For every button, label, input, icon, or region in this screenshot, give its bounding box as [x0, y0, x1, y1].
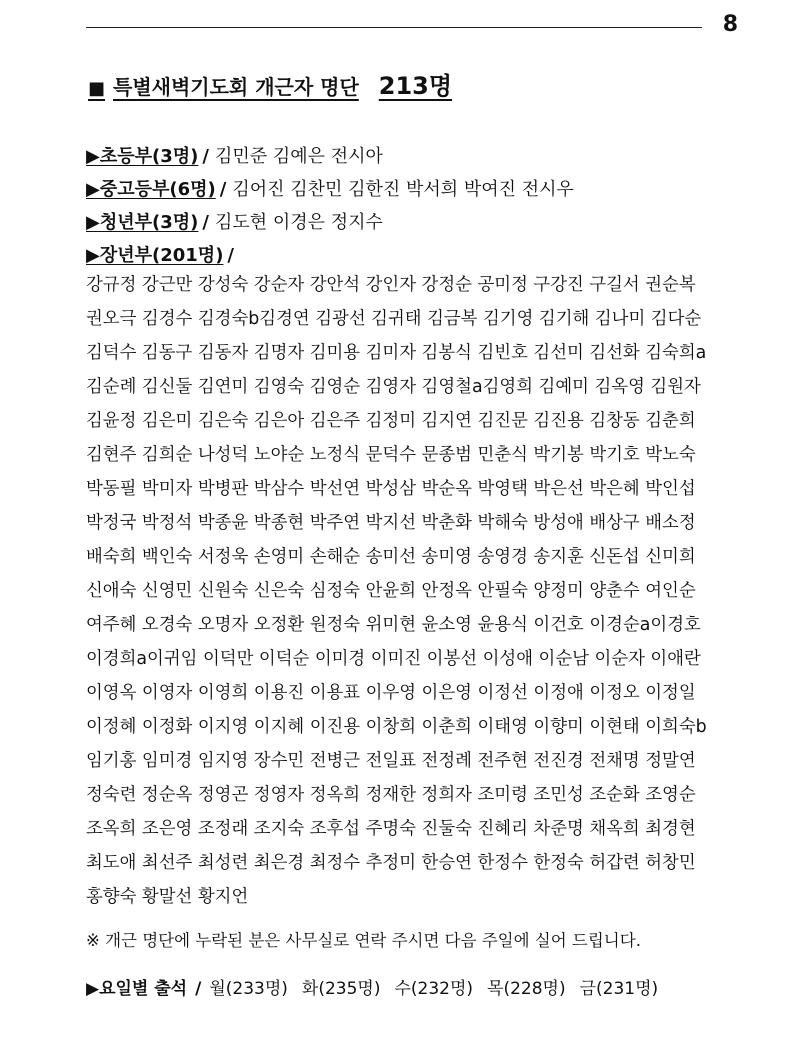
member-line: 이영옥 이영자 이영희 이용진 이용표 이우영 이은영 이정선 이정애 이정오 이정일: [86, 683, 696, 703]
group-separator: /: [219, 179, 227, 200]
group-youth: [86, 208, 383, 234]
group-label: ▶청년부(3명): [86, 212, 199, 233]
member-line: 이경희a이귀임 이덕만 이덕순 이미경 이미진 이봉선 이성애 이순남 이순자 이애란: [86, 649, 701, 669]
attendance-separator: /: [195, 979, 202, 999]
group-label: ▶초등부(3명): [86, 146, 199, 167]
member-line: 김순례 김신둘 김연미 김영숙 김영순 김영자 김영철a김영희 김예미 김옥영 김원자: [86, 377, 701, 397]
attendance-tuesday: 화(235명): [301, 979, 381, 999]
group-separator: /: [202, 146, 209, 167]
group-secondary: [86, 175, 574, 201]
member-line: 임기홍 임미경 임지영 장수민 전병근 전일표 전정례 전주현 전진경 전채명 정말연: [86, 751, 696, 771]
attendance-label: ▶요일별 출석: [86, 979, 188, 999]
attendance-monday: 월(233명): [209, 979, 288, 999]
member-line: 신애숙 신영민 신원숙 신은숙 심정숙 안윤희 안정옥 안필숙 양정미 양춘수 여인순: [86, 581, 696, 601]
omission-note: ※ 개근 명단에 누락된 분은 사무실로 연락 주시면 다음 주일에 실어 드립니다.: [86, 931, 641, 950]
title-text: 특별새벽기도회 개근자 명단: [113, 75, 359, 99]
group-members: 김어진 김찬민 김한진 박서희 박여진 전시우: [232, 179, 574, 200]
group-label: ▶장년부(201명): [86, 245, 224, 266]
attendance-thursday: 목(228명): [487, 979, 566, 999]
member-line: 박정국 박정석 박종윤 박종현 박주연 박지선 박춘화 박해숙 방성애 배상구 배소정: [86, 513, 696, 533]
member-line: 강규정 강근만 강성숙 강순자 강안석 강인자 강정순 공미정 구강진 구길서 권순복: [86, 275, 696, 295]
member-line: 김덕수 김동구 김동자 김명자 김미용 김미자 김봉식 김빈호 김선미 김선화 김숙희a: [86, 343, 707, 363]
member-line: 여주혜 오경숙 오명자 오정환 원정숙 위미현 윤소영 윤용식 이건호 이경순a이경호: [86, 615, 701, 635]
member-line: 김현주 김희순 나성덕 노야순 노정식 문덕수 문종범 민춘식 박기봉 박기호 박노숙: [86, 445, 696, 465]
adult-member-list: [86, 268, 726, 914]
group-adult: [86, 241, 240, 267]
title-count: 213명: [378, 72, 453, 100]
group-elementary: [86, 142, 383, 168]
member-line: 배숙희 백인숙 서정욱 손영미 손해순 송미선 송미영 송영경 송지훈 신돈섭 신미희: [86, 547, 696, 567]
daily-attendance: [86, 974, 672, 999]
attendance-friday: 금(231명): [579, 979, 659, 999]
group-members: 김민준 김예은 전시아: [214, 146, 383, 167]
member-line: 정숙련 정순옥 정영곤 정영자 정옥희 정재한 정희자 조미령 조민성 조순화 조영순: [86, 785, 696, 805]
member-line: 홍향숙 황말선 황지언: [86, 887, 249, 907]
group-members: 김도현 이경은 정지수: [214, 212, 383, 233]
group-separator: /: [227, 245, 234, 266]
member-line: 권오극 김경수 김경숙b김경연 김광선 김귀태 김금복 김기영 김기해 김나미 김다순: [86, 309, 702, 329]
group-separator: /: [202, 212, 209, 233]
page-number: 8: [722, 12, 738, 37]
member-line: 김윤정 김은미 김은숙 김은아 김은주 김정미 김지연 김진문 김진용 김창동 김춘희: [86, 411, 696, 431]
member-line: 조옥희 조은영 조정래 조지숙 조후섭 주명숙 진둘숙 진혜리 차준명 채옥희 최경현: [86, 819, 696, 839]
header-rule: [86, 27, 702, 28]
member-line: 최도애 최선주 최성련 최은경 최정수 추정미 한승연 한정수 한정숙 허갑련 허창민: [86, 853, 696, 873]
group-label: ▶중고등부(6명): [86, 179, 216, 200]
attendance-wednesday: 수(232명): [394, 979, 474, 999]
page-title: [88, 66, 452, 101]
member-line: 이정혜 이정화 이지영 이지혜 이진용 이창희 이춘희 이태영 이향미 이현태 이희숙b: [86, 717, 707, 737]
member-line: 박동필 박미자 박병판 박삼수 박선연 박성삼 박순옥 박영택 박은선 박은혜 박인섭: [86, 479, 696, 499]
square-bullet-icon: ■: [88, 78, 106, 99]
